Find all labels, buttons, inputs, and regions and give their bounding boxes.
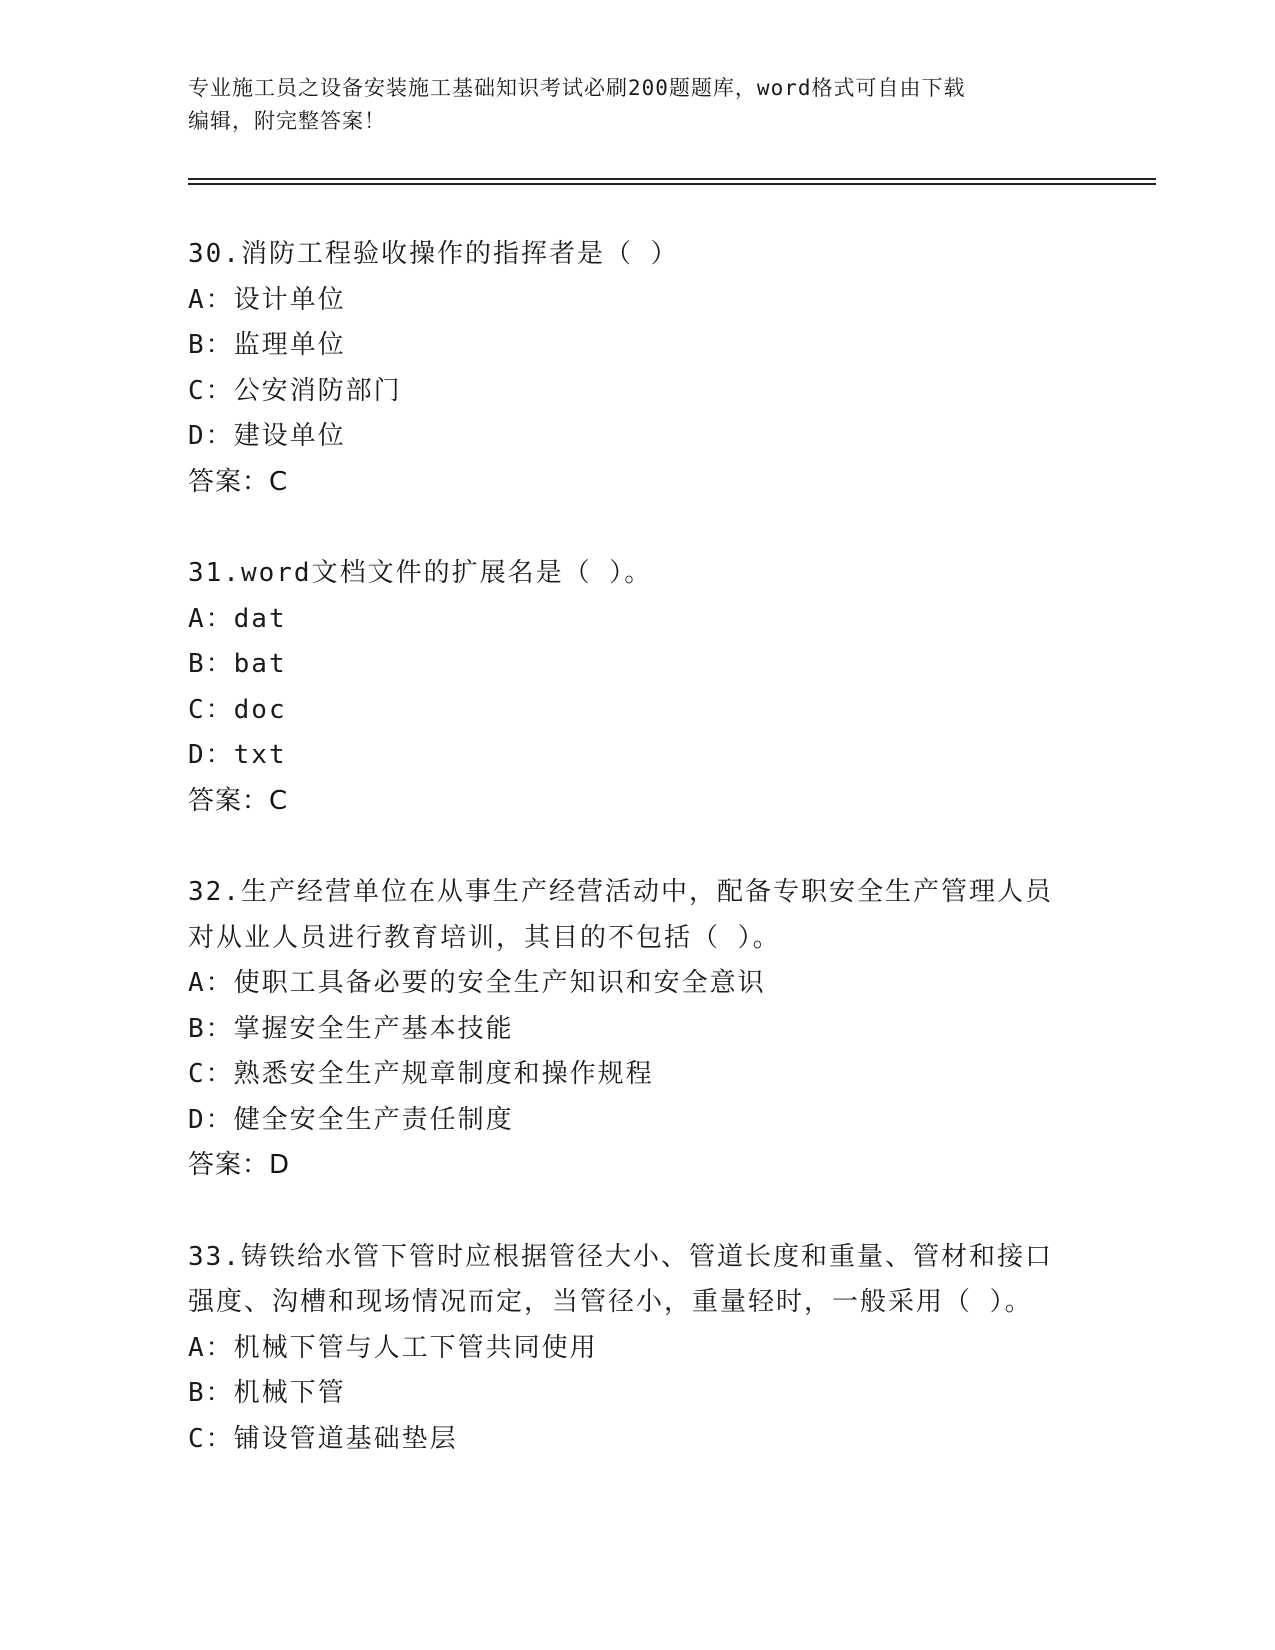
answer-label: 答案：C [188, 466, 289, 497]
question-30 [188, 232, 1088, 505]
header-divider-bottom [188, 183, 1156, 185]
question-text-line-2: 对从业人员进行教育培训，其目的不包括（ ）。 [188, 922, 781, 953]
question-32 [188, 870, 1088, 1189]
answer-label: 答案：C [188, 785, 289, 816]
option-b: B：掌握安全生产基本技能 [188, 1013, 514, 1044]
question-spacer [188, 1189, 1088, 1235]
question-31 [188, 551, 1088, 824]
option-c: C：熟悉安全生产规章制度和操作规程 [188, 1059, 654, 1089]
option-c: C：doc [188, 694, 287, 725]
question-text-line-1: 33.铸铁给水管下管时应根据管径大小、管道长度和重量、管材和接口 [188, 1241, 1053, 1272]
question-spacer [188, 505, 1088, 551]
question-list [188, 232, 1088, 1462]
document-header [188, 72, 1088, 138]
option-d: D：txt [188, 740, 287, 770]
option-b: B：监理单位 [188, 330, 346, 360]
question-text-line-1: 32.生产经营单位在从事生产经营活动中，配备专职安全生产管理人员 [188, 877, 1053, 907]
header-line-2: 编辑，附完整答案！ [188, 109, 386, 133]
option-a: A：使职工具备必要的安全生产知识和安全意识 [188, 968, 766, 998]
option-a: A：机械下管与人工下管共同使用 [188, 1332, 598, 1363]
option-b: B：bat [188, 649, 287, 679]
header-divider-top [188, 178, 1156, 180]
header-line-1: 专业施工员之设备安装施工基础知识考试必刷200题题库，word格式可自由下载 [188, 76, 966, 100]
option-c: C：铺设管道基础垫层 [188, 1423, 458, 1454]
option-d: D：健全安全生产责任制度 [188, 1104, 514, 1135]
question-text-line-2: 强度、沟槽和现场情况而定，当管径小，重量轻时，一般采用（ ）。 [188, 1287, 1033, 1317]
question-33 [188, 1235, 1088, 1463]
answer-label: 答案：D [188, 1150, 291, 1180]
option-b: B：机械下管 [188, 1378, 346, 1408]
question-text: 31.word文档文件的扩展名是（ ）。 [188, 558, 653, 588]
option-d: D：建设单位 [188, 421, 346, 451]
option-a: A：设计单位 [188, 284, 346, 315]
question-spacer [188, 824, 1088, 870]
option-c: C：公安消防部门 [188, 375, 402, 406]
option-a: A：dat [188, 603, 287, 634]
question-text: 30.消防工程验收操作的指挥者是（ ） [188, 239, 679, 269]
